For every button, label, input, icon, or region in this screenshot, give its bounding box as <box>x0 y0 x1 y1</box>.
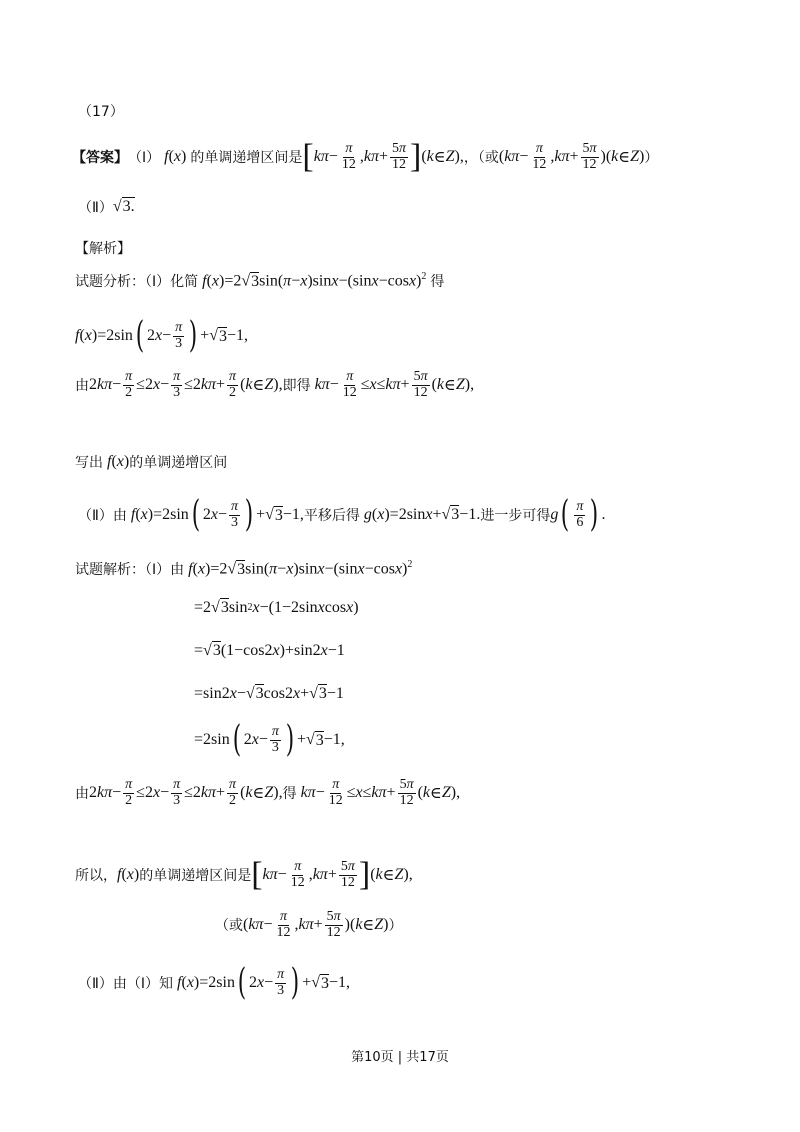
math-gx: g(x)=2sinx+√3−1. <box>363 506 481 523</box>
hint-from: 由 <box>75 378 89 395</box>
answer-part2-prefix: （Ⅱ） <box>78 200 113 216</box>
hint-further: 进一步可得 <box>480 508 551 524</box>
solution-step-3: =√ 3 (1−cos2 x )+sin2 x −1 <box>194 641 345 659</box>
answer-label: 【答案】 <box>72 150 128 166</box>
math-sol-1: $f(x)=2√3\sin(\pi-x)\sin x-(\sin x-\cos x)^2$ <box>188 559 413 578</box>
page-footer: 第10页 | 共17页 <box>351 1050 449 1065</box>
solution-alt-close: ） <box>388 918 403 935</box>
hint-translate: 平移后得 <box>303 508 360 524</box>
hint-write-out <box>75 452 227 472</box>
hint-de: 得 <box>430 274 445 290</box>
solution-from: 由 <box>75 786 89 803</box>
hint-write-out-tail: 的单调递增区间 <box>129 455 228 471</box>
solution-step-4: =sin2 x −√ 3 cos2 x +√ 3 −1 <box>194 684 344 702</box>
solution-line-1 <box>75 559 412 579</box>
answer-part1-prefix: （Ⅰ） <box>128 150 161 166</box>
solution-so: 所以， <box>75 868 117 884</box>
hint-intro: 试题分析：（Ⅰ）化简 <box>75 274 199 290</box>
solution-de: 得 <box>282 786 297 803</box>
math-ineq: 2 kπ − $\frac{\pi}{2}$ ≤2 x − $\frac{\pi}{3}$ ≤2 kπ + $\frac{\pi}{2}$ ( k ∈ Z ), <box>89 369 283 400</box>
solution-intro: 试题解析：（Ⅰ）由 <box>75 562 185 578</box>
hint-part2 <box>78 494 606 535</box>
solution-alt <box>215 910 403 940</box>
math-range: kπ − $\frac{\pi}{12}$ ≤ x ≤ kπ + $\frac{5\pi}{12}$ ( k ∈ Z ), <box>314 369 475 400</box>
analysis-label: 【解析】 <box>75 241 131 257</box>
math-sol-ineq: 2 kπ − $\frac{\pi}{2}$ ≤2 x − $\frac{\pi}{3}$ ≤2 kπ + $\frac{\pi}{2}$ ( k ∈ Z ), <box>89 777 283 808</box>
answer-part2-value: √3. <box>112 198 135 215</box>
solution-alt-open: （或 <box>215 918 243 935</box>
math-simplify: $f(x)=2√3\sin(\pi-x)\sin x-(\sin x-\cos x)^2$ <box>202 271 427 290</box>
solution-part2 <box>78 962 351 1003</box>
math-interval: [ kπ − $\frac{\pi}{12}$ , kπ + $\frac{5\pi}{12}$ ] ( k ∈ Z ), <box>302 138 464 175</box>
hint-line-1 <box>75 271 444 291</box>
math-g-pi6: g ( $\frac{\pi}{6}$ ) . <box>550 494 606 535</box>
question-number: （17） <box>78 104 124 120</box>
math-sol-alt: ( kπ − $\frac{\pi}{12}$ , kπ + $\frac{5\pi}{12}$ )( k ∈ Z ) <box>243 909 389 940</box>
math-part2-fx: f ( x )=2sin ( 2 x − $\frac{\pi}{3}$ ) +√ 3 −1, <box>130 494 304 535</box>
answer-part1-text: 的单调递增区间是 <box>190 150 303 166</box>
hint-part2-intro: （Ⅱ）由 <box>78 508 127 524</box>
solution-inequality <box>75 778 460 808</box>
solution-increase: 的单调递增区间是 <box>139 868 252 884</box>
math-sol-range: kπ − $\frac{\pi}{12}$ ≤ x ≤ kπ + $\frac{5\pi}{12}$ ( k ∈ Z ), <box>300 777 461 808</box>
answer-part2 <box>78 197 135 217</box>
answer-line <box>72 134 658 180</box>
answer-alt-prefix: ，（或 <box>463 150 499 166</box>
math-fx: f(x) <box>164 148 191 165</box>
math-fx2: f(x) <box>107 453 130 470</box>
answer-alt-suffix: ） <box>644 150 659 166</box>
solution-conclusion <box>75 858 413 892</box>
hint-fx-form: f ( x )=2sin ( 2 x − $\frac{\pi}{3}$ ) +√ 3 −1, <box>75 315 249 356</box>
math-sol-fx: f(x) <box>117 866 140 883</box>
math-sol-interval: [ kπ − $\frac{\pi}{12}$ , kπ + $\frac{5\pi}{12}$ ] ( k ∈ Z ), <box>251 856 413 893</box>
math-interval-alt: ( kπ − $\frac{\pi}{12}$ , kπ + $\frac{5\pi}{12}$ )( k ∈ Z ) <box>498 140 645 172</box>
solution-part2-label: （Ⅱ）由（Ⅰ）知 <box>78 976 174 992</box>
hint-write-out-label: 写出 <box>75 455 103 471</box>
solution-step-5: =2sin ( 2 x − $\frac{\pi}{3}$ ) +√ 3 −1, <box>194 719 345 760</box>
math-sol-part2: f ( x )=2sin ( 2 x − $\frac{\pi}{3}$ ) +√ 3 −1, <box>177 962 351 1003</box>
solution-step-2: =2√ 3 sin 2 x −(1−2sin x cos x ) <box>194 598 359 616</box>
hint-ji-de: 即得 <box>282 378 311 395</box>
hint-inequality <box>75 370 474 400</box>
